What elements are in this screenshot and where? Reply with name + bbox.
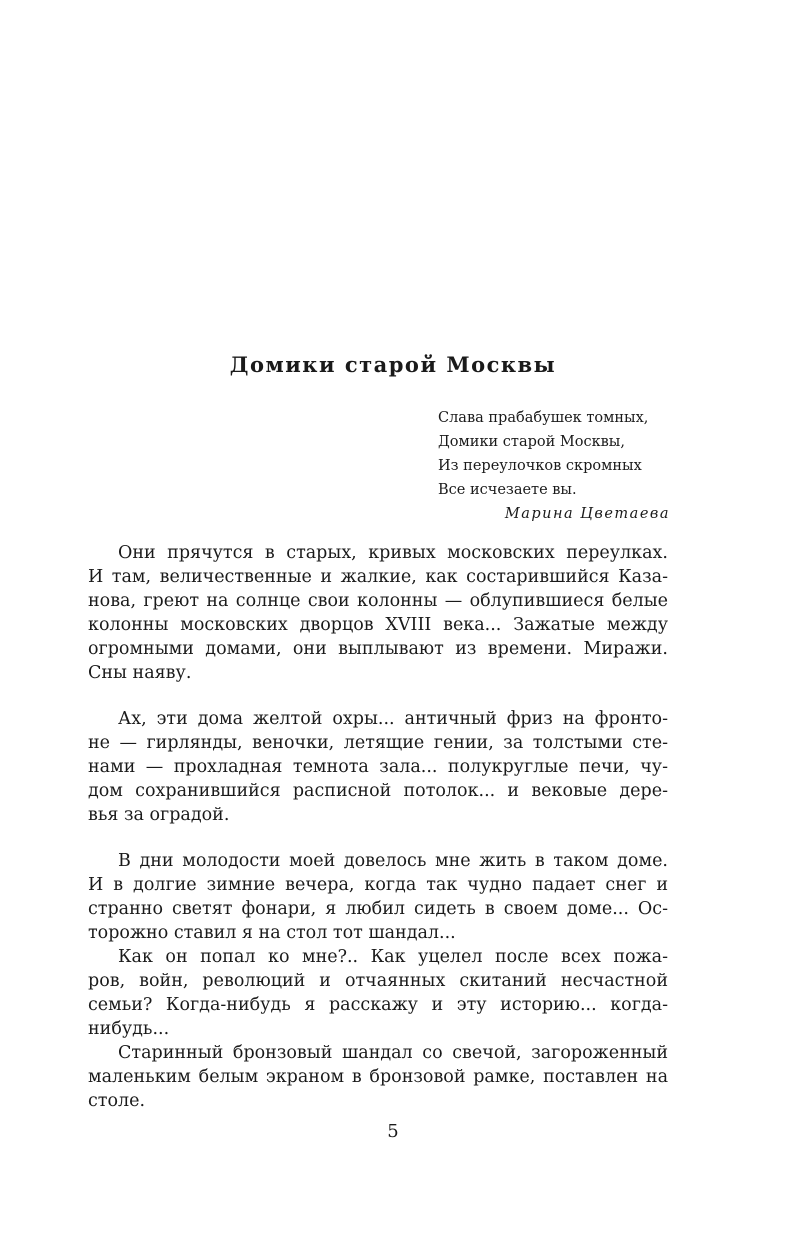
epigraph-line: Слава прабабушек томных, — [438, 410, 649, 426]
text-line: нами — прохладная темнота зала... полукруглые печи, чу- — [88, 757, 668, 777]
page-number: 5 — [387, 1121, 399, 1142]
text-line: вья за оградой. — [88, 805, 230, 825]
body-text — [88, 541, 668, 1113]
epigraph — [438, 406, 670, 526]
text-line: Ах, эти дома желтой охры... античный фриз на фронто- — [118, 709, 668, 729]
text-line: нибудь... — [88, 1019, 170, 1039]
epigraph-line: Домики старой Москвы, — [438, 434, 625, 450]
text-line: маленьким белым экраном в бронзовой рамке, поставлен на — [88, 1067, 668, 1087]
text-line: семьи? Когда-нибудь я расскажу и эту историю... когда- — [88, 995, 668, 1015]
text-line: И в долгие зимние вечера, когда так чудно падает снег и — [88, 875, 668, 895]
text-line: Как он попал ко мне?.. Как уцелел после всех пожа- — [118, 947, 668, 967]
epigraph-line: Все исчезаете вы. — [438, 482, 577, 498]
text-line: ров, войн, революций и отчаянных скитаний несчастной — [88, 971, 668, 991]
text-line: колонны московских дворцов XVIII века... Зажатые между — [88, 615, 668, 635]
text-line: нова, греют на солнце свои колонны — облупившиеся белые — [88, 591, 668, 611]
text-line: Они прячутся в старых, кривых московских переулках. — [118, 543, 668, 563]
chapter-title: Домики старой Москвы — [229, 352, 557, 377]
text-line: И там, величественные и жалкие, как состарившийся Каза- — [88, 567, 668, 587]
text-line: странно светят фонари, я любил сидеть в своем доме... Ос- — [88, 899, 668, 919]
text-line: дом сохранившийся расписной потолок... и вековые дере- — [88, 781, 668, 801]
text-line: торожно ставил я на стол тот шандал... — [88, 923, 456, 943]
epigraph-author: Марина Цветаева — [504, 506, 670, 522]
text-line: огромными домами, они выплывают из времени. Миражи. — [88, 639, 668, 659]
text-line: столе. — [88, 1091, 146, 1111]
epigraph-line: Из переулочков скромных — [438, 458, 642, 474]
text-line: Старинный бронзовый шандал со свечой, загороженный — [118, 1043, 668, 1063]
text-line: В дни молодости моей довелось мне жить в таком доме. — [118, 851, 668, 871]
text-line: не — гирлянды, веночки, летящие гении, за толстыми сте- — [88, 733, 668, 753]
text-line: Сны наяву. — [88, 663, 192, 683]
